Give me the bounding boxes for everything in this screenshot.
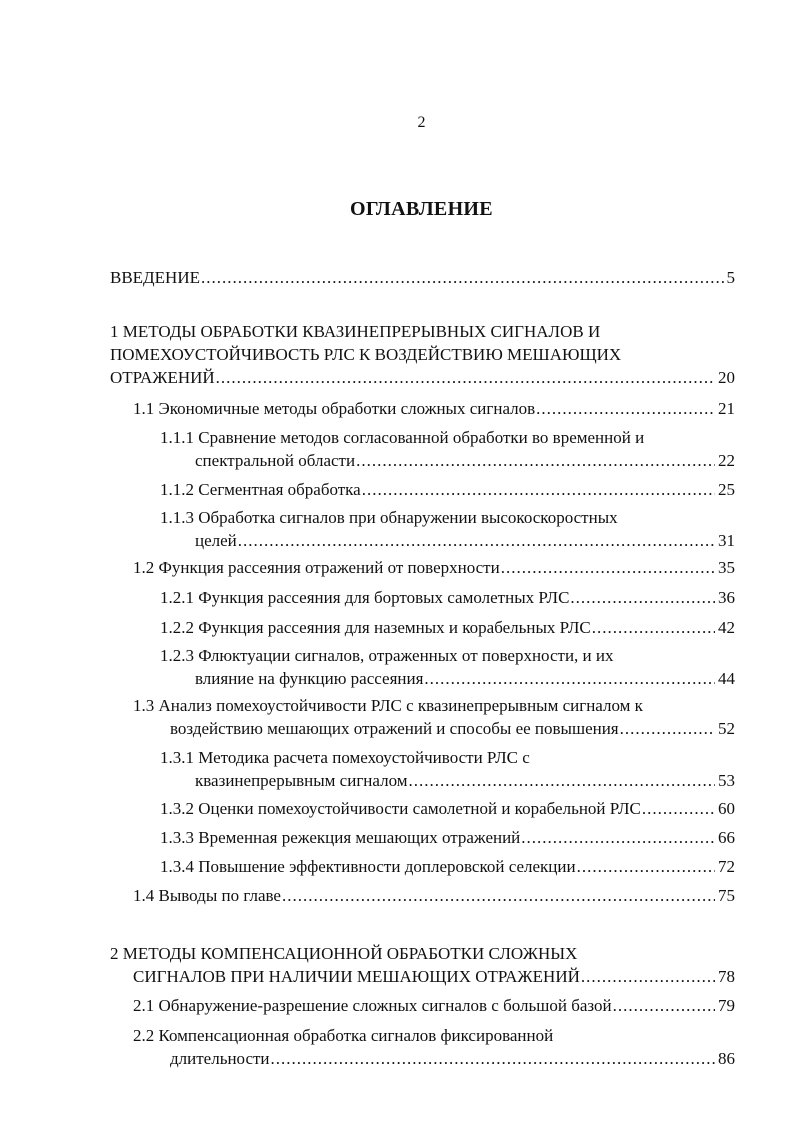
dot-leader	[362, 478, 715, 501]
toc-entry	[160, 855, 735, 878]
toc-entry-text: 1.3.1 Методика расчета помехоустойчивости РЛС с	[160, 748, 530, 767]
toc-entry-line	[160, 586, 735, 609]
dot-leader	[409, 769, 715, 792]
toc-entry	[160, 506, 735, 552]
toc-entry-text: 1 МЕТОДЫ ОБРАБОТКИ КВАЗИНЕПРЕРЫВНЫХ СИГНАЛОВ И	[110, 322, 601, 341]
page-title: ОГЛАВЛЕНИЕ	[350, 198, 493, 220]
dot-leader	[201, 266, 724, 289]
toc-entry	[110, 942, 735, 988]
toc-entry-text: 1.3.4 Повышение эффективности доплеровской селекции	[160, 857, 576, 876]
toc-page-number: 44	[718, 669, 735, 688]
toc-entry	[133, 994, 735, 1017]
dot-leader	[577, 855, 715, 878]
toc-entry	[133, 884, 735, 907]
toc-entry	[133, 1024, 735, 1070]
toc-entry	[160, 797, 735, 820]
toc-page-number: 31	[718, 531, 735, 550]
toc-entry-line	[160, 426, 735, 449]
dot-leader	[238, 529, 715, 552]
dot-leader	[642, 797, 715, 820]
toc-page-number: 21	[718, 399, 735, 418]
toc-entry-text: 1.4 Выводы по главе	[133, 886, 281, 905]
dot-leader	[271, 1047, 715, 1070]
dot-leader	[424, 667, 715, 690]
toc-entry-text: 1.2.3 Флюктуации сигналов, отраженных от поверхности, и их	[160, 646, 614, 665]
toc-entry-line	[160, 855, 735, 878]
dot-leader	[216, 366, 715, 389]
toc-entry-text: 1.1.2 Сегментная обработка	[160, 480, 361, 499]
toc-entry-line	[170, 717, 735, 740]
toc-entry-text: ОТРАЖЕНИЙ	[110, 368, 215, 387]
toc-entry-text: 1.3.2 Оценки помехоустойчивости самолетной и корабельной РЛС	[160, 799, 641, 818]
dot-leader	[536, 397, 715, 420]
toc-entry-line	[110, 343, 735, 366]
dot-leader	[620, 717, 715, 740]
toc-entry	[110, 320, 735, 389]
toc-entry-line	[160, 746, 735, 769]
toc-page-number: 72	[718, 857, 735, 876]
toc-entry	[160, 586, 735, 609]
toc-entry	[133, 556, 735, 579]
toc-page-number: 53	[718, 771, 735, 790]
toc-entry-text: влияние на функцию рассеяния	[195, 669, 424, 688]
toc-entry	[133, 694, 735, 740]
toc-entry-line	[133, 397, 735, 420]
toc-entry-text: 1.3.3 Временная режекция мешающих отражений	[160, 828, 521, 847]
toc-entry-line	[160, 616, 735, 639]
toc-entry-text: спектральной области	[195, 451, 356, 470]
toc-page-number: 66	[718, 828, 735, 847]
toc-entry-line	[133, 1024, 735, 1047]
toc-entry-text: ПОМЕХОУСТОЙЧИВОСТЬ РЛС К ВОЗДЕЙСТВИЮ МЕШАЮЩИХ	[110, 345, 622, 364]
toc-page-number: 20	[718, 368, 735, 387]
toc-entry-line	[195, 449, 735, 472]
toc-page-number: 5	[726, 268, 735, 287]
toc-entry-line	[133, 994, 735, 1017]
toc-entry-text: 1.3 Анализ помехоустойчивости РЛС с квазинепрерывным сигналом к	[133, 696, 643, 715]
toc-page-number: 79	[718, 996, 735, 1015]
toc-page-number: 86	[718, 1049, 735, 1068]
toc-entry-text: 2 МЕТОДЫ КОМПЕНСАЦИОННОЙ ОБРАБОТКИ СЛОЖНЫХ	[110, 944, 578, 963]
toc-entry-line	[110, 942, 735, 965]
toc-entry-text: воздействию мешающих отражений и способы ее повышения	[170, 719, 619, 738]
toc-entry	[110, 266, 735, 289]
toc-page-number: 42	[718, 618, 735, 637]
toc-entry	[160, 644, 735, 690]
toc-entry-line	[110, 266, 735, 289]
toc-entry-text: целей	[195, 531, 237, 550]
toc-entry	[160, 478, 735, 501]
toc-entry	[133, 397, 735, 420]
toc-entry-line	[170, 1047, 735, 1070]
toc-entry-line	[133, 556, 735, 579]
toc-entry-line	[195, 529, 735, 552]
toc-entry-text: 2.1 Обнаружение-разрешение сложных сигналов с большой базой	[133, 996, 612, 1015]
toc-page-number: 25	[718, 480, 735, 499]
toc-entry	[160, 616, 735, 639]
toc-entry-line	[195, 769, 735, 792]
toc-entry-text: 1.2.1 Функция рассеяния для бортовых самолетных РЛС	[160, 588, 570, 607]
toc-entry-line	[160, 826, 735, 849]
dot-leader	[501, 556, 715, 579]
toc-page-number: 52	[718, 719, 735, 738]
toc-entry-line	[160, 506, 735, 529]
dot-leader	[282, 884, 715, 907]
toc-entry-line	[160, 478, 735, 501]
dot-leader	[613, 994, 715, 1017]
dot-leader	[581, 965, 715, 988]
toc-entry-line	[195, 667, 735, 690]
toc-entry-text: 1.1.3 Обработка сигналов при обнаружении высокоскоростных	[160, 508, 618, 527]
toc-entry	[160, 826, 735, 849]
toc-entry-text: ВВЕДЕНИЕ	[110, 268, 200, 287]
toc-entry-text: длительности	[170, 1049, 270, 1068]
dot-leader	[356, 449, 715, 472]
toc-entry-text: 1.2.2 Функция рассеяния для наземных и корабельных РЛС	[160, 618, 591, 637]
toc-entry	[160, 746, 735, 792]
toc-page-number: 78	[718, 967, 735, 986]
page-number: 2	[417, 114, 426, 131]
toc-entry-line	[110, 366, 735, 389]
toc-entry-text: квазинепрерывным сигналом	[195, 771, 408, 790]
toc-page-number: 60	[718, 799, 735, 818]
toc-page-number: 36	[718, 588, 735, 607]
toc-entry-text: 1.1.1 Сравнение методов согласованной обработки во временной и	[160, 428, 645, 447]
toc-entry-text: 2.2 Компенсационная обработка сигналов фиксированной	[133, 1026, 554, 1045]
toc-entry-line	[160, 797, 735, 820]
dot-leader	[570, 586, 715, 609]
toc-entry-text: СИГНАЛОВ ПРИ НАЛИЧИИ МЕШАЮЩИХ ОТРАЖЕНИЙ	[133, 967, 580, 986]
toc-entry-text: 1.2 Функция рассеяния отражений от поверхности	[133, 558, 500, 577]
toc-entry-text: 1.1 Экономичные методы обработки сложных сигналов	[133, 399, 536, 418]
toc-page-number: 75	[718, 886, 735, 905]
toc-entry-line	[133, 884, 735, 907]
toc-entry-line	[133, 694, 735, 717]
toc-page-number: 35	[718, 558, 735, 577]
toc-entry-line	[110, 320, 735, 343]
toc-entry-line	[133, 965, 735, 988]
toc-page-number: 22	[718, 451, 735, 470]
dot-leader	[592, 616, 715, 639]
toc-entry	[160, 426, 735, 472]
toc-entry-line	[160, 644, 735, 667]
dot-leader	[521, 826, 715, 849]
